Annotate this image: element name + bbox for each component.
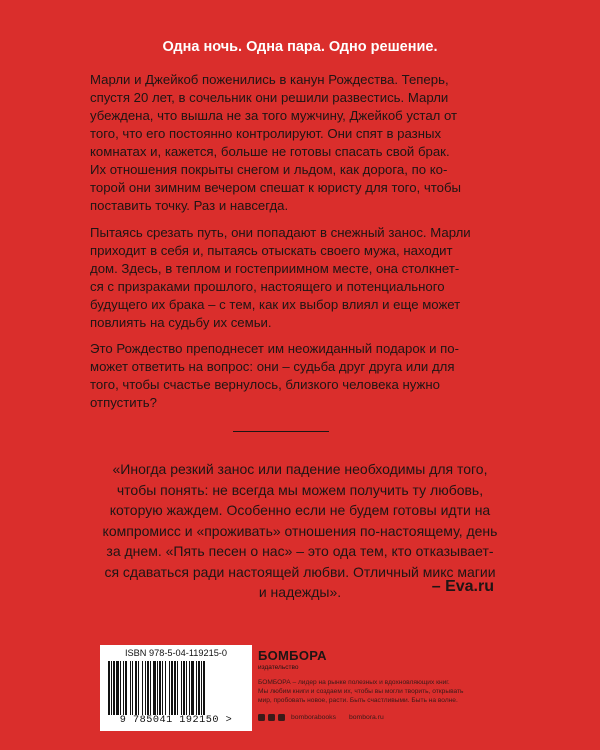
text-line: может ответить на вопрос: они – судьба друг друга или для (90, 359, 455, 374)
barcode-bar (177, 661, 178, 715)
barcode-bar (145, 661, 146, 715)
barcode-digits: 9 785041 192150 > (119, 715, 233, 726)
publisher-info (258, 678, 528, 705)
info-line: БОМБОРА – лидер на рынке полезных и вдохновляющих книг. (258, 679, 450, 686)
barcode-bar (169, 661, 170, 715)
barcode-bar (203, 661, 205, 715)
quote-line: чтобы понять: не всегда мы можем получить ту любовь, (116, 481, 484, 498)
barcode-bar (181, 661, 182, 715)
quote-line: ся сдаваться ради настоящей любви. Отличный микс магии (104, 563, 496, 580)
barcode-bar (196, 661, 197, 715)
barcode-bar (123, 661, 124, 715)
barcode-bar (135, 661, 137, 715)
description-paragraph-2 (90, 224, 520, 332)
quote-line: за днем. «Пять песен о нас» – это ода тем, кто отказывает- (106, 543, 494, 559)
text-line: Марли и Джейкоб поженились в канун Рождества. Теперь, (90, 72, 449, 87)
isbn-text: ISBN 978-5-04-119215-0 (125, 648, 227, 658)
text-line: Пытаясь срезать путь, они попадают в снежный занос. Марли (90, 225, 471, 240)
barcode-bar (165, 661, 166, 715)
barcode-bar (147, 661, 149, 715)
text-line: того, что его постоянно контролируют. Они спят в разных (90, 126, 442, 141)
text-line: того, чтобы счастье вернулось, близкого человека нужно (90, 377, 440, 392)
text-line: комнатах и, кажется, больше не готовы спасать свой брак. (90, 144, 450, 159)
barcode-bar (142, 661, 143, 715)
barcode-bar (157, 661, 158, 715)
text-line: будущего их брака – с тем, как их выбор влиял и еще может (90, 297, 461, 312)
barcode-bar (111, 661, 112, 715)
social-handle: bomborabooks (291, 713, 336, 721)
text-line: повлиять на судьбу их семьи. (90, 315, 272, 330)
tagline: Одна ночь. Одна пара. Одно решение. (162, 39, 438, 55)
barcode-bar (120, 661, 121, 715)
barcode-bar (198, 661, 200, 715)
barcode-bar (191, 661, 194, 715)
barcode-bar (159, 661, 161, 715)
section-divider (233, 431, 329, 432)
barcode-bars (108, 661, 244, 715)
vk-icon (268, 714, 275, 721)
barcode-bar (130, 661, 131, 715)
text-line: торой они зимним вечером спешат к юристу для того, чтобы (90, 180, 461, 195)
text-line: Это Рождество преподнесет им неожиданный подарок и по- (90, 341, 460, 356)
quote-line: и надежды». (258, 584, 342, 600)
text-line: ся с призраками прошлого, настоящего и потенциального (90, 279, 445, 294)
description-paragraph-3 (90, 340, 520, 412)
barcode-bar (174, 661, 176, 715)
barcode-bar (183, 661, 185, 715)
quote-source: – Eva.ru (431, 578, 494, 595)
barcode-bar (186, 661, 187, 715)
barcode-bar (189, 661, 190, 715)
isbn-barcode (100, 645, 252, 731)
text-line: отпустить? (90, 395, 157, 410)
info-line: Мы любим книги и создаем их, чтобы вы могли творить, открывать (258, 688, 464, 695)
description-paragraph-1 (90, 71, 520, 215)
text-line: поставить точку. Раз и навсегда. (90, 198, 289, 213)
text-line: приходит в себя и, пытаясь отыскать своего мужа, находит (90, 243, 453, 258)
text-line: дом. Здесь, в теплом и гостеприимном месте, она столкнет- (90, 261, 460, 276)
barcode-bar (132, 661, 133, 715)
publisher-subtitle: издательство (258, 664, 299, 671)
text-line: убеждена, что вышла не за того мужчину, Джейкоб устал от (90, 108, 458, 123)
info-line: мир, пробовать новое, расти. Быть счастливыми. Быть на волне. (258, 697, 458, 704)
quote-line: «Иногда резкий занос или падение необходимы для того, (112, 461, 488, 477)
text-line: Их отношения покрыты снегом и льдом, как дорога, по ко- (90, 162, 448, 177)
barcode-bar (108, 661, 110, 715)
quote-line: которую жаждем. Особенно если не будем готовы идти на (109, 502, 491, 518)
youtube-icon (278, 714, 285, 721)
barcode-bar (153, 661, 156, 715)
barcode-bar (150, 661, 151, 715)
publisher-logo: БОМБОРА (258, 648, 327, 663)
text-line: спустя 20 лет, в сочельник они решили развестись. Марли (90, 90, 449, 105)
quote-line: компромисс и «проживать» отношения по-настоящему, день (102, 522, 498, 539)
barcode-bar (113, 661, 115, 715)
publisher-socials (258, 712, 384, 722)
barcode-bar (201, 661, 202, 715)
publisher-site: bombora.ru (348, 713, 384, 721)
barcode-bar (125, 661, 127, 715)
barcode-bar (116, 661, 119, 715)
telegram-icon (258, 714, 265, 721)
barcode-bar (162, 661, 163, 715)
barcode-bar (171, 661, 173, 715)
barcode-bar (138, 661, 139, 715)
